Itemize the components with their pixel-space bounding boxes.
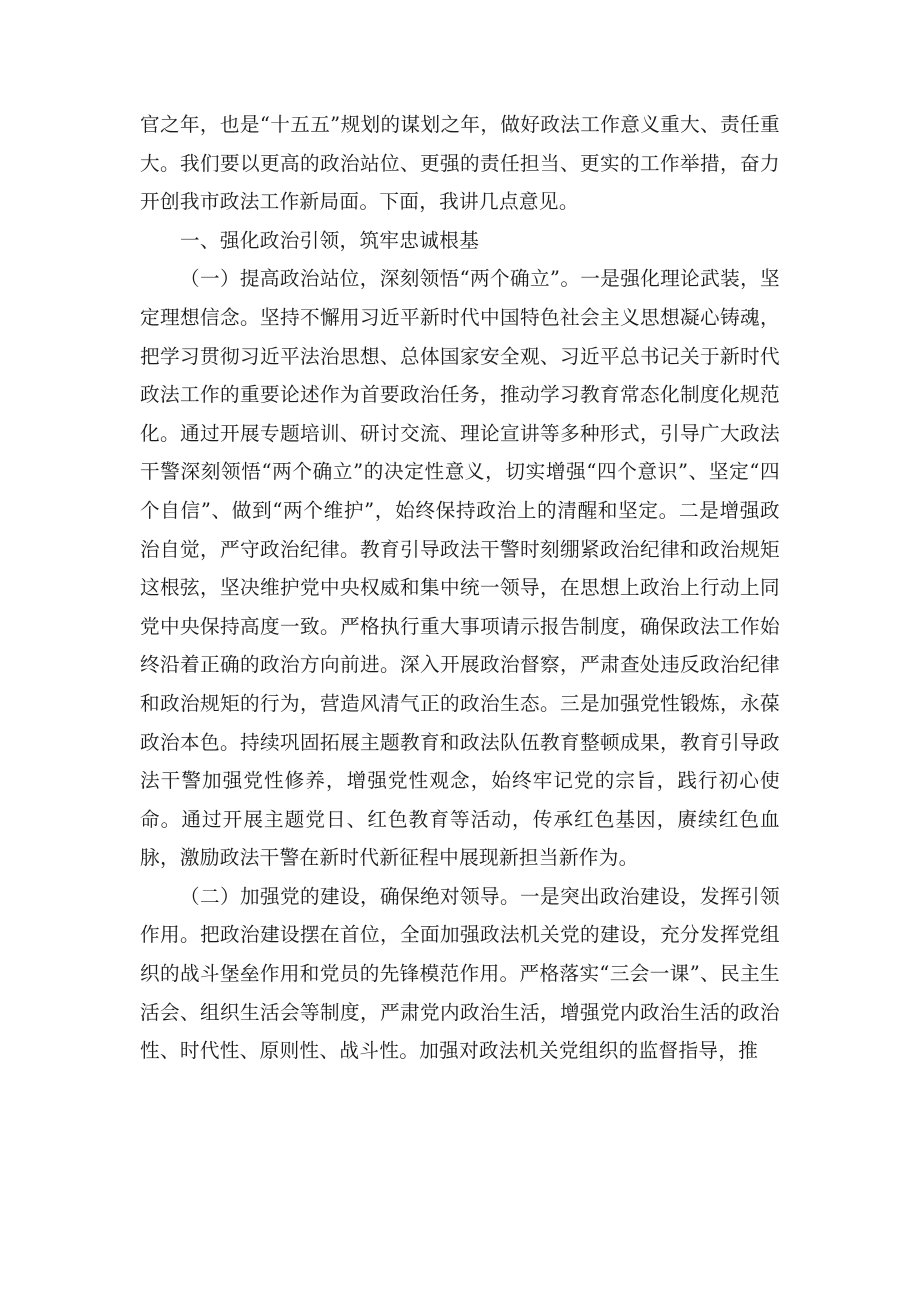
paragraph-subsection-1: （一）提高政治站位，深刻领悟“两个确立”。一是强化理论武装，坚定理想信念。坚持不懈用习近平新时代中国特色社会主义思想凝心铸魂，把学习贯彻习近平法治思想、总体国家安全观、习近平总书记关于新时代政法工作的重要论述作为首要政治任务，推动学习教育常态化制度化规范化。通过开展专题培训、研讨交流、理论宣讲等多种形式，引导广大政法干警深刻领悟“两个确立”的决定性意义，切实增强“四个意识”、坚定“四个自信”、做到“两个维护”，始终保持政治上的清醒和坚定。二是增强政治自觉，严守政治纪律。教育引导政法干警时刻绷紧政治纪律和政治规矩这根弦，坚决维护党中央权威和集中统一领导，在思想上政治上行动上同党中央保持高度一致。严格执行重大事项请示报告制度，确保政法工作始终沿着正确的政治方向前进。深入开展政治督察，严肃查处违反政治纪律和政治规矩的行为，营造风清气正的政治生态。三是加强党性锻炼，永葆政治本色。持续巩固拓展主题教育和政法队伍教育整顿成果，教育引导政法干警加强党性修养，增强党性观念，始终牢记党的宗旨，践行初心使命。通过开展主题党日、红色教育等活动，传承红色基因，赓续红色血脉，激励政法干警在新时代新征程中展现新担当新作为。 [140, 267, 780, 870]
document-body [140, 106, 780, 1071]
paragraph-subsection-2: （二）加强党的建设，确保绝对领导。一是突出政治建设，发挥引领作用。把政治建设摆在首位，全面加强政法机关党的建设，充分发挥党组织的战斗堡垒作用和党员的先锋模范作用。严格落实“三会一课”、民主生活会、组织生活会等制度，严肃党内政治生活，增强党内政治生活的政治性、时代性、原则性、战斗性。加强对政法机关党组织的监督指导，推 [140, 884, 780, 1063]
section-heading-1: 一、强化政治引领，筑牢忠诚根基 [180, 228, 480, 252]
paragraph-continuation: 官之年，也是“十五五”规划的谋划之年，做好政法工作意义重大、责任重大。我们要以更高的政治站位、更强的责任担当、更实的工作举措，奋力开创我市政法工作新局面。下面，我讲几点意见。 [140, 113, 780, 214]
